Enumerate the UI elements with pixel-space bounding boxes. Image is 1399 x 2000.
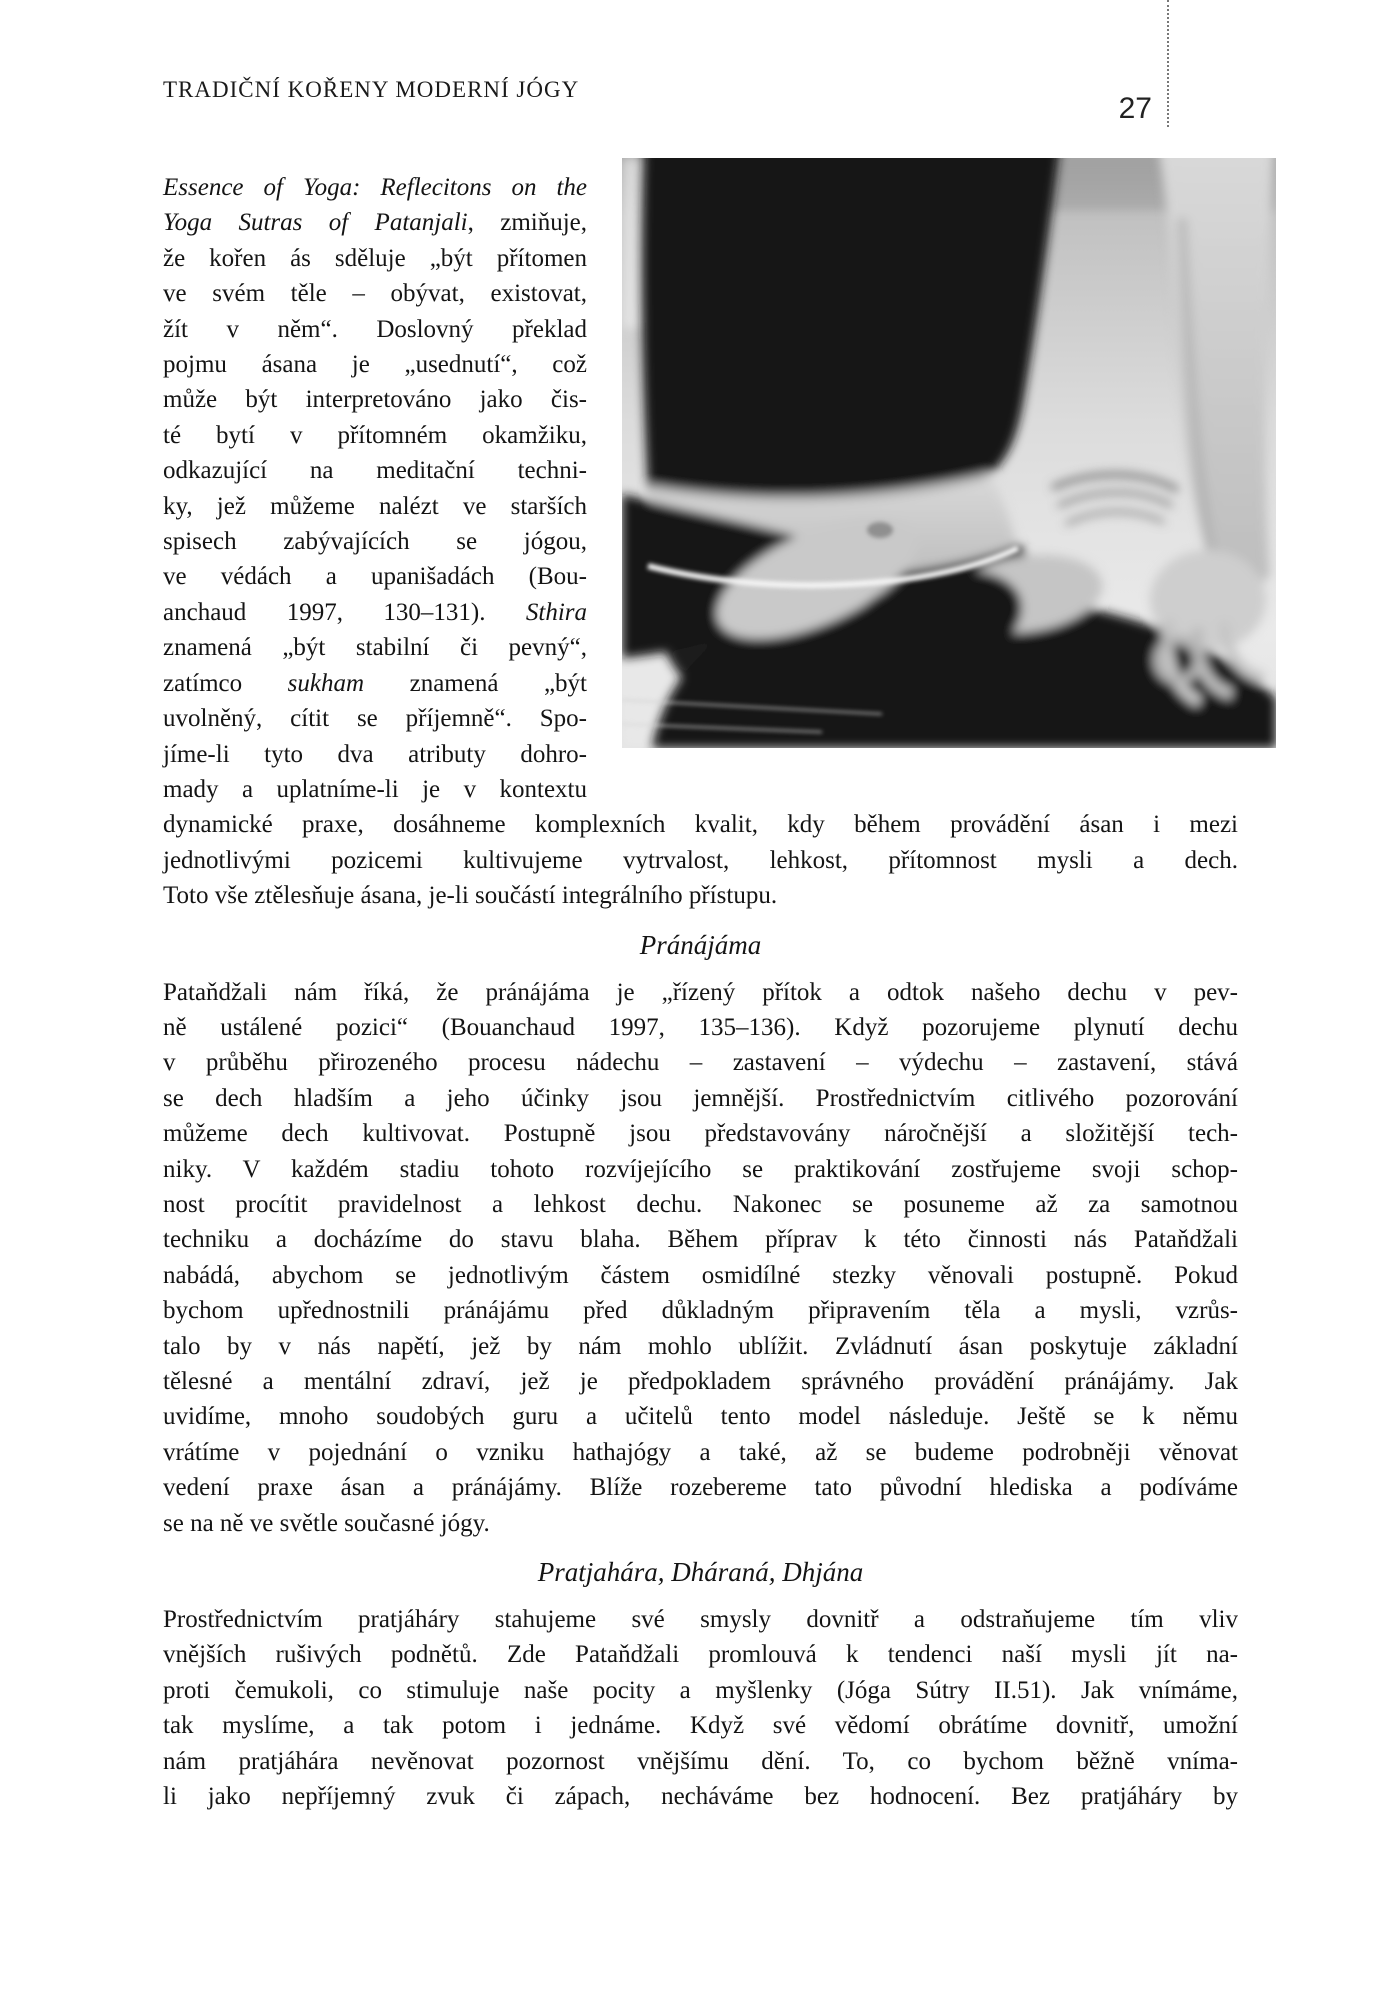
text-segment: uvidíme, mnoho soudobých guru a učitelů tento model následuje. Ještě se k němu: [163, 1403, 1238, 1431]
text-segment: jednotlivými pozicemi kultivujeme vytrvalost, lehkost, přítomnost mysli a dech.: [163, 846, 1238, 874]
text-segment: spisech zabývajících se jógou,: [163, 528, 587, 556]
text-segment: , zmiňuje,: [467, 209, 588, 237]
text-segment: zatímco: [163, 669, 288, 697]
italic-text-segment: Essence of Yoga: Reflecitons on the: [163, 174, 587, 201]
text-segment: proti čemukoli, co stimuluje naše pocity a myšlenky (Jóga Sútry II.51). Jak vnímáme,: [163, 1676, 1238, 1704]
text-segment: vedení praxe ásan a pránájámy. Blíže rozebereme tato původní hlediska a podíváme: [163, 1474, 1238, 1502]
page-number: 27: [1118, 92, 1152, 125]
text-segment: v průběhu přirozeného procesu nádechu – zastavení – výdechu – zastavení, stává: [163, 1049, 1238, 1077]
section-paragraph: [163, 1602, 1238, 1814]
section-paragraph: [163, 975, 1238, 1542]
text-line: [163, 312, 587, 347]
text-line: [163, 1152, 1238, 1187]
text-line: [163, 737, 587, 772]
text-segment: znamená „být stabilní či pevný“,: [163, 634, 587, 662]
text-segment: pojmu ásana je „usednutí“, což: [163, 351, 587, 379]
text-line: [163, 1435, 1238, 1470]
section-heading: Pratjahára, Dháraná, Dhjána: [537, 1557, 864, 1588]
text-segment: ky, jež můžeme nalézt ve starších: [163, 492, 587, 520]
text-line: [163, 878, 1238, 913]
text-line: [163, 1673, 1238, 1708]
text-segment: může být interpretováno jako čis-: [163, 386, 587, 414]
text-line: [163, 1779, 1238, 1814]
dotted-crop-rule: [1167, 0, 1169, 127]
italic-text-segment: Sthira: [525, 598, 587, 626]
text-line: [163, 772, 587, 807]
text-line: [163, 1329, 1238, 1364]
text-line: [163, 1293, 1238, 1328]
text-segment: vnějších rušivých podnětů. Zde Pataňdžali promlouvá k tendenci naší mysli jít na-: [163, 1641, 1238, 1669]
text-line: [163, 1506, 1238, 1541]
text-line: [163, 382, 587, 417]
text-segment: anchaud 1997, 130–131).: [163, 598, 526, 626]
text-line: [163, 701, 587, 736]
text-segment: můžeme dech kultivovat. Postupně jsou představovány náročnější a složitější tech-: [163, 1120, 1238, 1148]
text-line: [163, 524, 587, 559]
text-line: [163, 241, 587, 276]
text-segment: nabádá, abychom se jednotlivým částem osmidílné stezky věnovali postupně. Pokud: [163, 1261, 1238, 1289]
text-segment: niky. V každém stadiu tohoto rozvíjejícího se praktikování zostřujeme svoji schop-: [163, 1155, 1238, 1183]
text-segment: bychom upřednostnili pránájámu před důkladným připravením těla a mysli, vzrůs-: [163, 1297, 1238, 1325]
intro-column-paragraph: [163, 170, 587, 807]
text-line: [163, 1399, 1238, 1434]
text-line: [163, 276, 587, 311]
running-header: TRADIČNÍ KOŘENY MODERNÍ JÓGY: [163, 77, 580, 102]
text-line: [163, 807, 1238, 842]
text-segment: znamená „být: [364, 669, 587, 697]
text-segment: odkazující na meditační techni-: [163, 457, 587, 485]
text-segment: talo by v nás napětí, jež by nám mohlo ublížit. Zvládnutí ásan poskytuje základní: [163, 1332, 1238, 1360]
text-line: [163, 1081, 1238, 1116]
text-line: [163, 205, 587, 240]
text-line: [163, 1222, 1238, 1257]
text-segment: Prostřednictvím pratjáháry stahujeme své smysly dovnitř a odstraňujeme tím vliv: [163, 1606, 1238, 1634]
italic-text-segment: Yoga Sutras of Patanjali: [163, 209, 468, 237]
text-line: [163, 1470, 1238, 1505]
text-segment: mady a uplatníme-li je v kontextu: [163, 775, 587, 803]
text-line: [163, 666, 587, 701]
text-segment: ve svém těle – obývat, existovat,: [163, 280, 587, 308]
intro-fullwidth-paragraph: [163, 807, 1238, 913]
text-segment: ně ustálené pozici“ (Bouanchaud 1997, 135–136). Když pozorujeme plynutí dechu: [163, 1013, 1238, 1041]
text-segment: techniku a docházíme do stavu blaha. Během příprav k této činnosti nás Pataňdžali: [163, 1226, 1238, 1254]
text-line: [163, 347, 587, 382]
text-line: [163, 1045, 1238, 1080]
text-line: [163, 975, 1238, 1010]
text-line: [163, 1010, 1238, 1045]
text-line: [163, 1744, 1238, 1779]
text-segment: vrátíme v pojednání o vzniku hathajógy a také, až se budeme podrobněji věnovat: [163, 1438, 1238, 1466]
text-line: [163, 595, 587, 630]
text-line: [163, 453, 587, 488]
italic-text-segment: sukham: [287, 669, 365, 697]
text-segment: se dech hladším a jeho účinky jsou jemnější. Prostřednictvím citlivého pozorování: [163, 1084, 1238, 1112]
sections-container: [163, 927, 1238, 1815]
text-line: [163, 489, 587, 524]
text-segment: ve védách a upanišadách (Bou-: [163, 563, 587, 591]
text-line: [163, 630, 587, 665]
text-line: [163, 1187, 1238, 1222]
text-line: [163, 1708, 1238, 1743]
text-segment: tělesné a mentální zdraví, jež je předpokladem správného provádění pránájámy. Jak: [163, 1368, 1238, 1395]
text-segment: Toto vše ztělesňuje ásana, je-li součástí integrálního přístupu.: [163, 882, 778, 910]
text-segment: se na ně ve světle současné jógy.: [163, 1509, 490, 1537]
text-line: [163, 559, 587, 594]
text-segment: že kořen ás sděluje „být přítomen: [163, 244, 587, 272]
text-line: [163, 843, 1238, 878]
text-line: [163, 1258, 1238, 1293]
page-body: [163, 170, 1238, 1814]
text-segment: žít v něm“. Doslovný překlad: [163, 315, 587, 343]
text-segment: nost procítit pravidelnost a lehkost dechu. Nakonec se posuneme až za samotnou: [163, 1190, 1238, 1218]
text-segment: jíme-li tyto dva atributy dohro-: [163, 740, 587, 768]
text-segment: tak myslíme, a tak potom i jednáme. Když své vědomí obrátíme dovnitř, umožní: [163, 1712, 1238, 1740]
text-segment: uvolněný, cítit se příjemně“. Spo-: [163, 705, 587, 733]
text-line: [163, 1116, 1238, 1151]
text-segment: nám pratjáhára nevěnovat pozornost vnějšímu dění. To, co bychom běžně vníma-: [163, 1747, 1238, 1775]
text-line: [163, 1602, 1238, 1637]
text-line: [163, 418, 587, 453]
text-segment: dynamické praxe, dosáhneme komplexních kvalit, kdy během provádění ásan i mezi: [163, 811, 1238, 839]
text-segment: li jako nepříjemný zvuk či zápach, necháváme bez hodnocení. Bez pratjáháry by: [163, 1783, 1238, 1811]
text-line: [163, 1637, 1238, 1672]
text-line: [163, 170, 587, 205]
text-segment: té bytí v přítomném okamžiku,: [163, 421, 587, 449]
section-heading: Pránájáma: [639, 929, 762, 960]
text-segment: Pataňdžali nám říká, že pránájáma je „řízený přítok a odtok našeho dechu v pev-: [163, 978, 1238, 1006]
text-line: [163, 1364, 1238, 1399]
